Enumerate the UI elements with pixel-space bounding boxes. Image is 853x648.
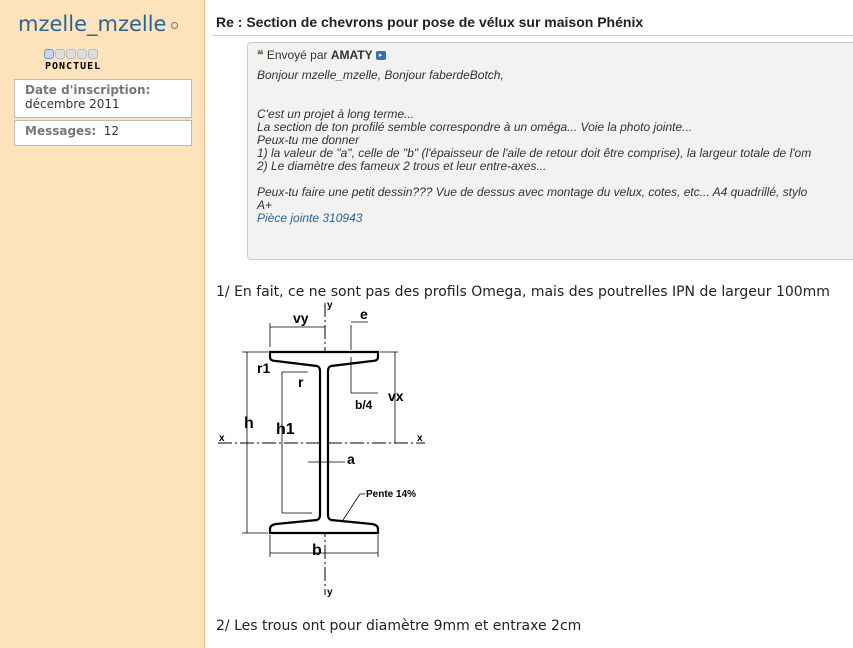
- rank-dot-icon: [44, 49, 54, 59]
- attachment-link[interactable]: Pièce jointe 310943: [257, 211, 363, 225]
- user-sidebar: [0, 0, 205, 648]
- label-y-top: y: [327, 300, 333, 311]
- label-h: h: [244, 415, 254, 432]
- quote-prefix: Envoyé par: [266, 48, 328, 62]
- post-title: Re : Section de chevrons pour pose de vélux sur maison Phénix: [216, 14, 644, 30]
- label-r1: r1: [257, 360, 271, 376]
- label-x-left: x: [219, 433, 225, 444]
- messages-label: Messages:: [25, 124, 97, 138]
- join-date-box: [14, 79, 192, 118]
- label-h1: h1: [276, 421, 295, 438]
- label-slope: Pente 14%: [366, 489, 417, 500]
- quote-body: [257, 69, 853, 212]
- quote-line: La section de ton profilé semble correspondre à un oméga... Voie la photo jointe...: [257, 120, 693, 134]
- username-link[interactable]: [18, 12, 178, 36]
- quote-line: Peux-tu me donner: [257, 133, 360, 147]
- quote-block: [247, 42, 853, 260]
- paragraph-2: 2/ Les trous ont pour diamètre 9mm et entraxe 2cm: [216, 618, 582, 634]
- label-vy: vy: [293, 310, 309, 326]
- rank-dot-icon: [55, 49, 65, 59]
- label-x-right: x: [417, 433, 423, 444]
- rank-dot-icon: [66, 49, 76, 59]
- messages-value: 12: [103, 124, 120, 138]
- divider: [213, 35, 853, 36]
- label-y-bottom: y: [327, 587, 333, 598]
- quote-icon: ❝: [257, 48, 264, 62]
- join-date-value: décembre 2011: [25, 97, 120, 111]
- rank-dot-icon: [77, 49, 87, 59]
- quote-line: Bonjour mzelle_mzelle, Bonjour faberdeBotch,: [257, 68, 504, 82]
- rank-dots: [44, 49, 98, 59]
- quote-header: [257, 48, 853, 62]
- paragraph-1: 1/ En fait, ce ne sont pas des profils Omega, mais des poutrelles IPN de largeur 100mm: [216, 284, 830, 300]
- quote-line: A+: [257, 198, 273, 212]
- quote-line: [257, 82, 853, 95]
- online-status-icon: [171, 22, 178, 29]
- label-r: r: [298, 374, 304, 390]
- quote-author: AMATY: [330, 48, 373, 62]
- ipn-section-diagram: [210, 295, 440, 600]
- username[interactable]: mzelle_mzelle: [18, 12, 167, 36]
- label-vx: vx: [388, 388, 404, 404]
- rank-dot-icon: [88, 49, 98, 59]
- quote-line: 2) Le diamètre des fameux 2 trous et leur entre-axes...: [257, 159, 547, 173]
- label-a: a: [347, 451, 355, 467]
- quote-line: C'est un projet à long terme...: [257, 107, 415, 121]
- label-b: b: [312, 542, 322, 559]
- quote-line: 1) la valeur de "a", celle de "b" (l'épaisseur de l'aile de retour doit être comprise), la largeur totale de l'om: [257, 146, 812, 160]
- join-date-label: Date d'inscription:: [25, 83, 151, 97]
- messages-box: [14, 120, 192, 146]
- quote-line: Peux-tu faire une petit dessin??? Vue de dessus avec montage du velux, cotes, etc... A4 quadrillé, stylo: [257, 185, 808, 199]
- label-e: e: [360, 306, 368, 322]
- user-rank: PONCTUEL: [45, 61, 102, 72]
- view-post-icon[interactable]: ▸: [376, 51, 386, 60]
- label-b4: b/4: [355, 398, 373, 412]
